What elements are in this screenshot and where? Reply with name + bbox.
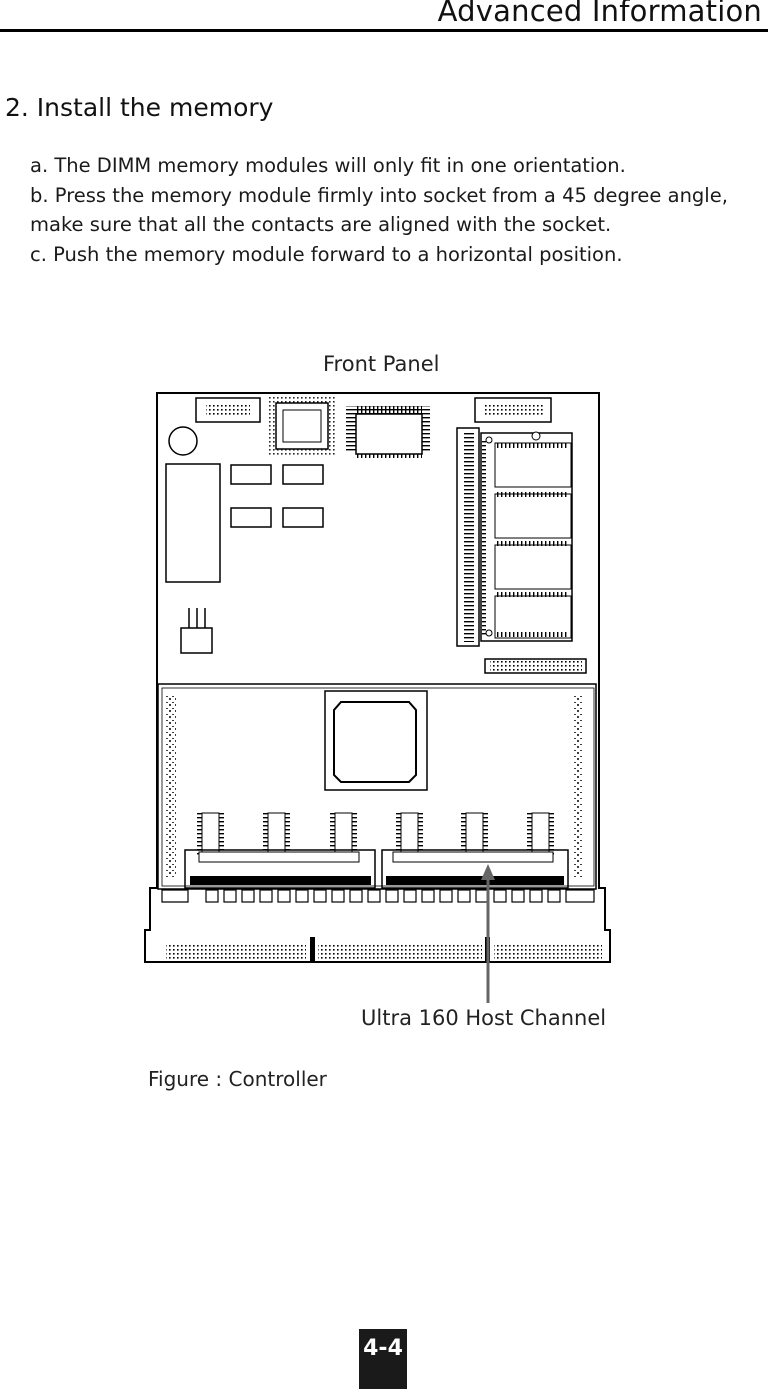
qfp-chip	[346, 406, 430, 458]
top-left-header	[196, 398, 260, 422]
pci-edge-connector	[166, 937, 602, 961]
scsi-connector-left	[185, 850, 375, 888]
page-header-title: Advanced Information	[437, 0, 762, 28]
dimm-side-connector	[485, 659, 586, 673]
plcc-chip	[268, 397, 336, 455]
section-heading: 2. Install the memory	[5, 93, 274, 122]
small-chips	[231, 465, 323, 527]
dimm-slot	[457, 428, 479, 646]
battery-icon	[169, 427, 197, 455]
front-panel-label: Front Panel	[323, 352, 440, 376]
page-number-badge: 4-4	[359, 1329, 407, 1389]
dimm-memory-module	[481, 432, 572, 641]
edge-tabs	[162, 890, 594, 902]
scsi-controller-chip	[325, 691, 427, 790]
instruction-step-b: b. Press the memory module firmly into socket from a 45 degree angle, make sure that all the contacts are aligned with the socket.	[30, 183, 728, 236]
top-right-header	[475, 398, 551, 422]
three-pin-jumper	[181, 608, 212, 653]
instruction-step-c: c. Push the memory module forward to a horizontal position.	[30, 242, 623, 266]
buffer-chips	[197, 813, 554, 855]
scsi-connector-right	[382, 850, 568, 888]
instruction-step-a: a. The DIMM memory modules will only fit in one orientation.	[30, 154, 626, 177]
figure-caption: Figure : Controller	[148, 1067, 327, 1091]
left-component	[166, 464, 220, 582]
ultra160-host-channel-label: Ultra 160 Host Channel	[361, 1006, 607, 1030]
